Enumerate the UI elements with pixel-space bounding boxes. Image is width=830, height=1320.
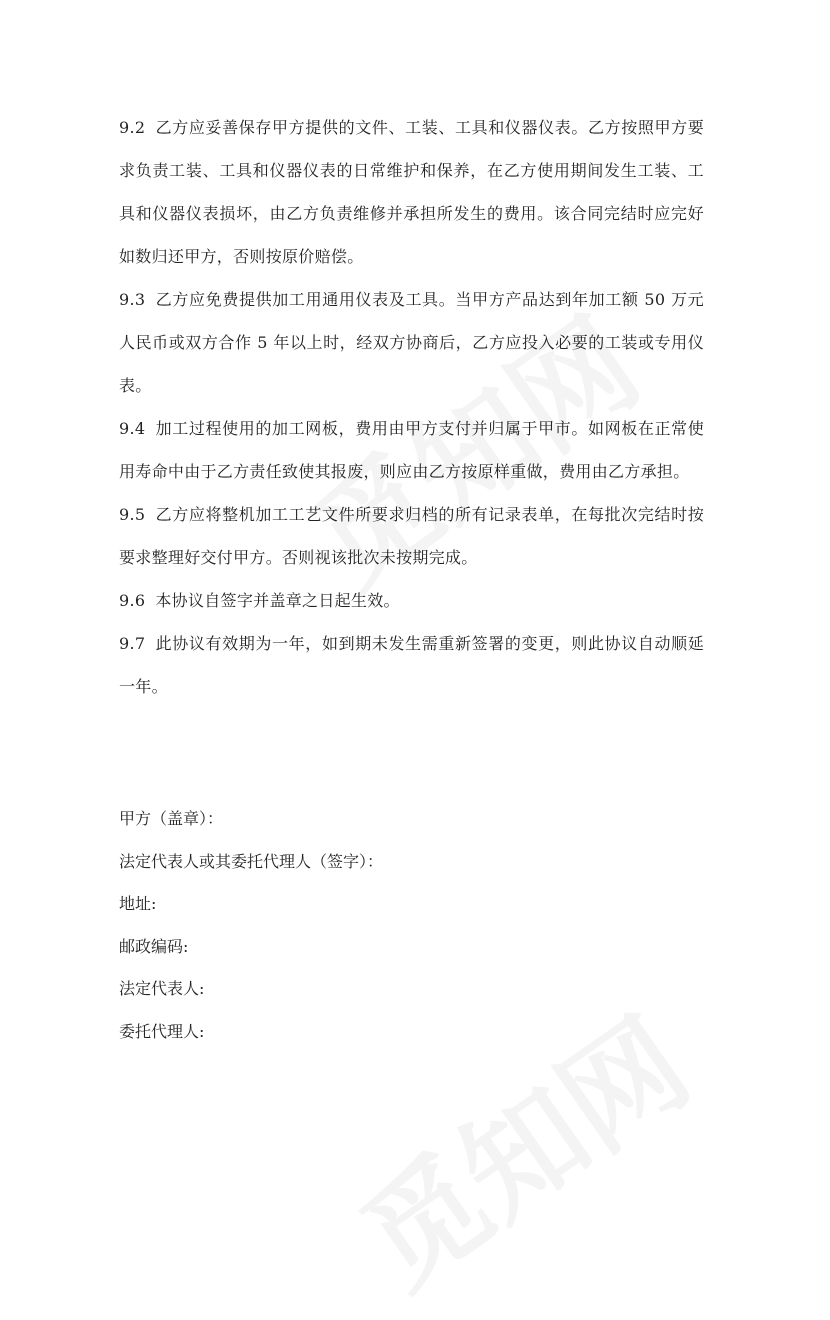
legal-rep-or-agent-line: 法定代表人或其委托代理人（签字）： [119,851,384,871]
clause-number: 9.7 [119,634,146,653]
clause-text: 此协议有效期为一年，如到期未发生需重新签署的变更，则此协议自动顺延一年。 [119,634,704,696]
clause-9-2 [119,106,704,278]
clause-9-6 [119,579,704,622]
clause-number: 9.6 [119,591,146,610]
postal-code-line: 邮政编码: [119,936,189,956]
clause-9-7 [119,622,704,708]
clause-text: 乙方应免费提供加工用通用仪表及工具。当甲方产品达到年加工额 50 万元人民币或双方合作 5 年以上时，经双方协商后，乙方应投入必要的工装或专用仪表。 [119,290,704,395]
clause-text: 加工过程使用的加工网板，费用由甲方支付并归属于甲市。如网板在正常使用寿命中由于乙方责任致使其报废，则应由乙方按原样重做，费用由乙方承担。 [119,419,704,481]
clause-text: 乙方应将整机加工工艺文件所要求归档的所有记录表单，在每批次完结时按要求整理好交付甲方。否则视该批次未按期完成。 [119,505,704,567]
clause-text: 本协议自签字并盖章之日起生效。 [155,591,400,610]
clauses-section [119,106,704,708]
clause-9-3 [119,278,704,407]
clause-number: 9.4 [119,419,146,438]
address-line: 地址: [119,894,157,913]
agent-line: 委托代理人: [119,1021,205,1041]
clause-text: 乙方应妥善保存甲方提供的文件、工装、工具和仪器仪表。乙方按照甲方要求负责工装、工具和仪器仪表的日常维护和保养，在乙方使用期间发生工装、工具和仪器仪表损坏，由乙方负责维修并承担所发生的费用。该合同完结时应完好如数归还甲方，否则按原价赔偿。 [119,118,704,266]
legal-rep-line: 法定代表人: [119,979,205,998]
clause-number: 9.2 [119,118,146,137]
clause-number: 9.5 [119,505,146,524]
clause-9-4 [119,407,704,493]
clause-number: 9.3 [119,290,146,309]
party-a-seal-line: 甲方（盖章）： [119,809,224,828]
clause-9-5 [119,493,704,579]
signature-block [119,798,704,1053]
